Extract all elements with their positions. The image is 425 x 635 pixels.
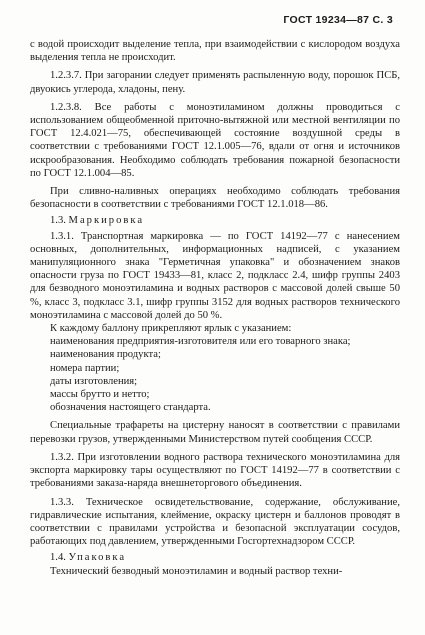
section-title: Упаковка: [68, 552, 127, 564]
clause-1-2-3-7: 1.2.3.7. При загорании следует применять распыленную воду, порошок ПСБ, двуокись углерода, хладоны, пену.: [30, 70, 400, 95]
paragraph-stencils: Специальные трафареты на цистерну наносят в соответствии с правилами перевозки грузов, утвержденными Министерством путей сообщения СССР.: [30, 420, 400, 445]
paragraph-safety-requirements: При сливно-наливных операциях необходимо соблюдать требования безопасности в соответствии с требованиями ГОСТ 12.1.018—86.: [30, 186, 400, 211]
list-item: обозначения настоящего стандарта.: [50, 402, 211, 414]
list-item: номера партии;: [50, 362, 120, 374]
paragraph-packaging-start: Технический безводный моноэтиламин и водный раствор техни-: [50, 565, 343, 577]
list-item: наименования продукта;: [50, 349, 161, 361]
paragraph-label-intro: К каждому баллону прикрепляют ярлык с указанием:: [50, 323, 292, 335]
section-title: Маркировка: [68, 215, 145, 227]
paragraph-continuation: с водой происходит выделение тепла, при взаимодействии с кислородом воздуха выделения тепла не происходит.: [30, 39, 400, 64]
section-number: 1.4.: [50, 552, 66, 564]
page-header: ГОСТ 19234—87 С. 3: [283, 14, 393, 26]
clause-1-3-3: 1.3.3. Техническое освидетельствование, содержание, обслуживание, гидравлические испытания, клеймение, окраску цистерн и баллонов проводят в соответствии с правилами устройства и безопасной эксплуатации сосудов, работающих под давлением, утвержденными Госгортехнадзором СССР.: [30, 496, 400, 548]
document-body: [30, 38, 400, 578]
section-heading-marking: [30, 214, 400, 227]
clause-1-2-3-8: 1.2.3.8. Все работы с моноэтиламином должны проводиться с использованием общеобменной приточно-вытяжной или местной вентиляции по ГОСТ 12.4.021—75, обеспечивающей состояние воздушной среды в соответствии с требованиями ГОСТ 12.1.005—76, вдали от огня и источников искрообразования. Необходимо соблюдать требования пожарной безопасности по ГОСТ 12.1.004—85.: [30, 101, 400, 179]
clause-1-3-1: 1.3.1. Транспортная маркировка — по ГОСТ 14192—77 с нанесением основных, дополнительных, информационных надписей, с указанием манипуляционного знака "Герметичная упаковка" и обозначением знаков опасности груза по ГОСТ 19433—81, класс 2, подкласс 2.4, шифр группы 2403 для безводного моноэтиламина и водных растворов с массовой долей свыше 50 %, класс 3, подкласс 3.1, шифр группы 3152 для водных растворов технического моноэтиламина с массовой долей до 50 %.: [30, 230, 400, 321]
clause-1-3-2: 1.3.2. При изготовлении водного раствора технического моноэтиламина для экспорта маркировку тары осуществляют по ГОСТ 14192—77 в соответствии с требованиями заказа-наряда внешнеторгового объединения.: [30, 451, 400, 490]
section-number: 1.3.: [50, 215, 66, 227]
list-item: массы брутто и нетто;: [50, 389, 150, 401]
list-item: даты изготовления;: [50, 375, 138, 387]
list-item-manufacturer: наименования предприятия-изготовителя или его товарного знака;: [50, 336, 351, 348]
section-heading-packaging: [30, 551, 400, 564]
